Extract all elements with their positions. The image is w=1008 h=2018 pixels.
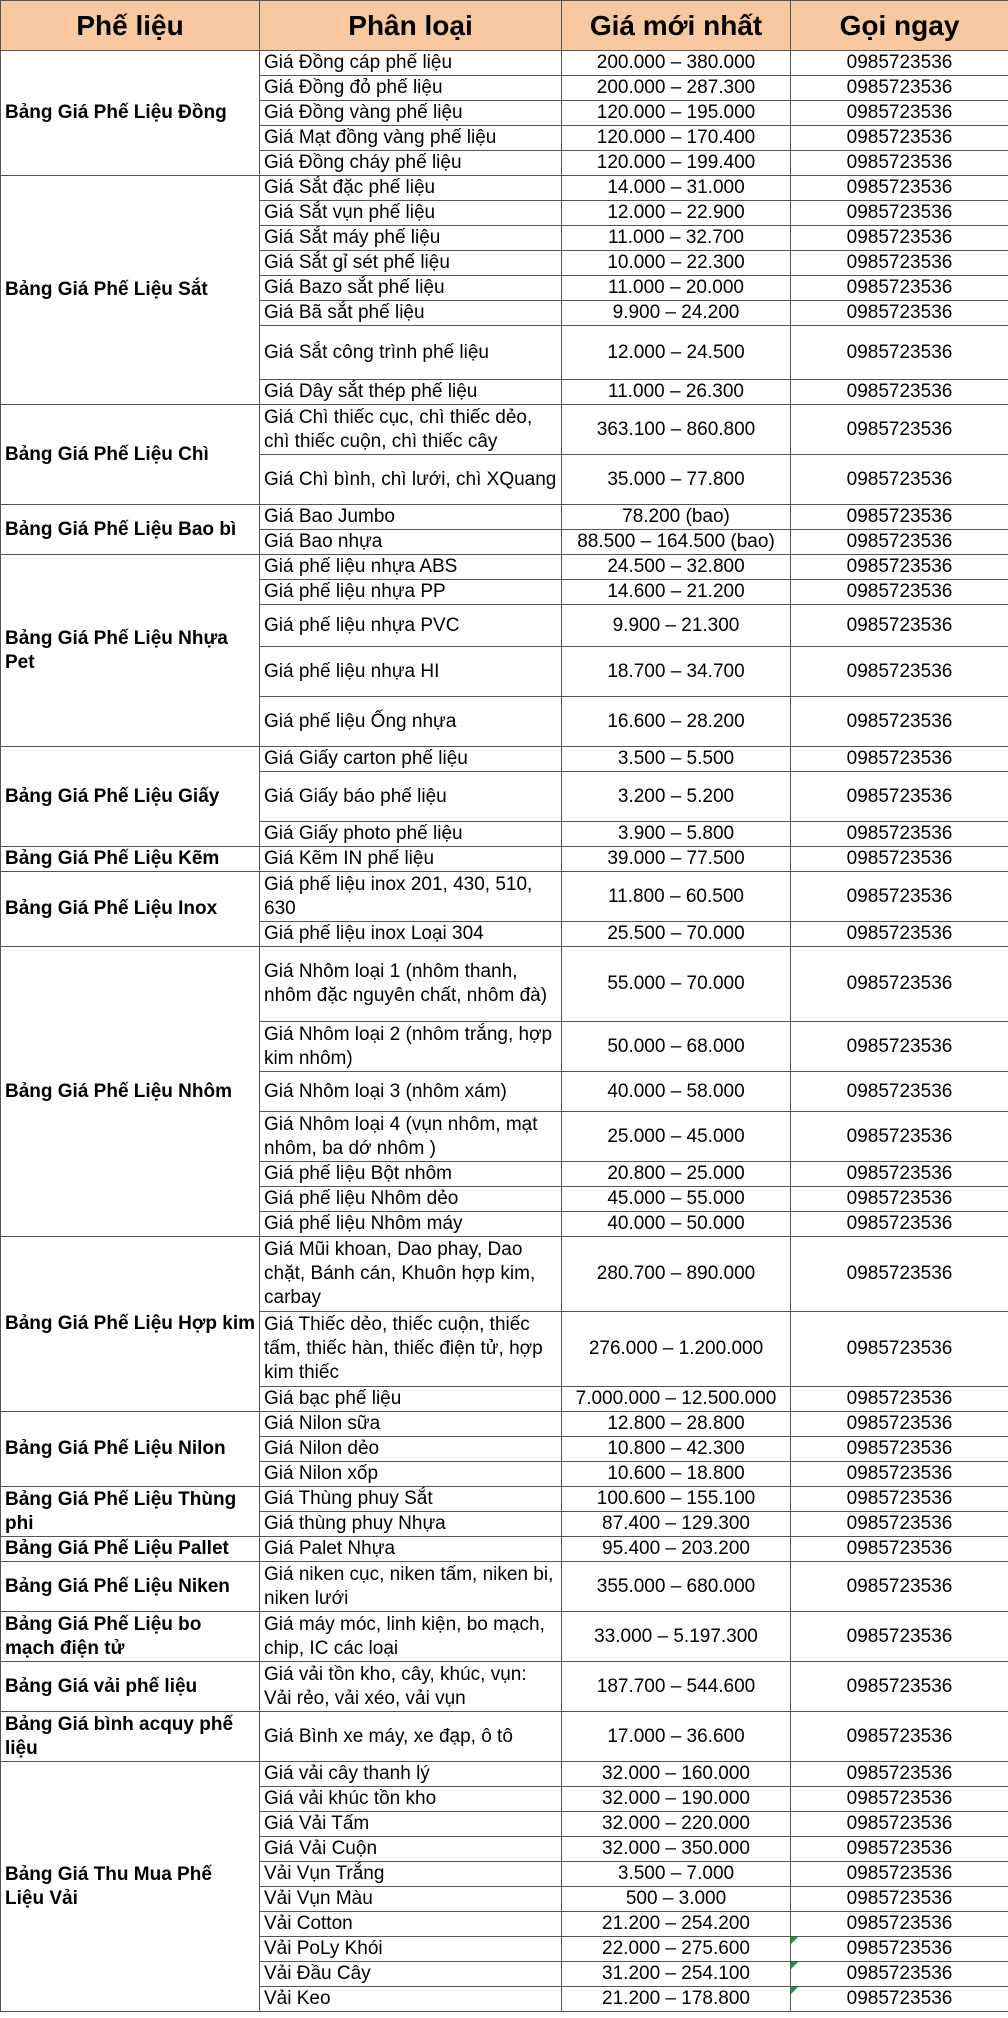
phone-cell[interactable]: 0985723536 [791,1562,1008,1612]
item-cell: Giá Bình xe máy, xe đạp, ô tô [260,1712,562,1762]
item-cell: Giá phế liệu Bột nhôm [260,1162,562,1187]
price-cell: 22.000 – 275.600 [562,1937,791,1962]
phone-cell[interactable]: 0985723536 [791,1212,1008,1237]
phone-cell[interactable]: 0985723536 [791,847,1008,872]
item-cell: Giá phế liệu inox 201, 430, 510, 630 [260,872,562,922]
phone-cell[interactable]: 0985723536 [791,405,1008,455]
phone-cell[interactable]: 0985723536 [791,276,1008,301]
phone-cell[interactable]: 0985723536 [791,1762,1008,1787]
phone-cell[interactable]: 0985723536 [791,1462,1008,1487]
item-cell: Giá Mũi khoan, Dao phay, Dao chặt, Bánh cán, Khuôn hợp kim, carbay [260,1237,562,1312]
item-cell: Giá phế liệu nhựa ABS [260,555,562,580]
price-cell: 12.800 – 28.800 [562,1412,791,1437]
item-cell: Giá Kẽm IN phế liệu [260,847,562,872]
item-cell: Giá Nilon dẻo [260,1437,562,1462]
price-cell: 11.000 – 26.300 [562,380,791,405]
item-cell: Giá Chì thiếc cục, chì thiếc dẻo, chì thiếc cuộn, chì thiếc cây [260,405,562,455]
table-row [1,1662,1008,1712]
phone-cell[interactable]: 0985723536 [791,201,1008,226]
item-cell: Giá vải tồn kho, cây, khúc, vụn: Vải rẻo, vải xéo, vải vụn [260,1662,562,1712]
category-cell: Bảng Giá Thu Mua Phế Liệu Vải [1,1762,260,2012]
item-cell: Giá Mạt đồng vàng phế liệu [260,126,562,151]
table-row [1,1762,1008,1787]
phone-cell[interactable]: 0985723536 [791,922,1008,947]
phone-cell[interactable]: 0985723536 [791,1072,1008,1112]
phone-cell[interactable]: 0985723536 [791,1962,1008,1987]
category-cell: Bảng Giá Phế Liệu Giấy [1,747,260,847]
item-cell: Giá phế liệu Nhôm máy [260,1212,562,1237]
header-phan-loai: Phân loại [260,1,562,51]
price-cell: 355.000 – 680.000 [562,1562,791,1612]
price-cell: 21.200 – 254.200 [562,1912,791,1937]
price-cell: 11.000 – 20.000 [562,276,791,301]
category-cell: Bảng Giá Phế Liệu Chì [1,405,260,505]
item-cell: Giá vải khúc tồn kho [260,1787,562,1812]
item-cell: Giá Palet Nhựa [260,1537,562,1562]
item-cell: Giá bạc phế liệu [260,1387,562,1412]
phone-cell[interactable]: 0985723536 [791,1937,1008,1962]
header-gia-moi-nhat: Giá mới nhất [562,1,791,51]
item-cell: Giá phế liệu nhựa HI [260,647,562,697]
phone-cell[interactable]: 0985723536 [791,1537,1008,1562]
phone-cell[interactable]: 0985723536 [791,1987,1008,2012]
phone-cell[interactable]: 0985723536 [791,530,1008,555]
price-table-body [1,51,1008,2012]
phone-cell[interactable]: 0985723536 [791,697,1008,747]
table-row [1,555,1008,580]
phone-cell[interactable]: 0985723536 [791,1887,1008,1912]
phone-cell[interactable]: 0985723536 [791,380,1008,405]
item-cell: Vải Vụn Trắng [260,1862,562,1887]
price-cell: 100.600 – 155.100 [562,1487,791,1512]
price-cell: 25.000 – 45.000 [562,1112,791,1162]
item-cell: Vải Keo [260,1987,562,2012]
price-cell: 12.000 – 24.500 [562,326,791,380]
item-cell: Giá phế liệu inox Loại 304 [260,922,562,947]
price-cell: 20.800 – 25.000 [562,1162,791,1187]
phone-cell[interactable]: 0985723536 [791,872,1008,922]
price-cell: 276.000 – 1.200.000 [562,1312,791,1387]
table-row [1,176,1008,201]
header-row [1,1,1008,51]
phone-cell[interactable]: 0985723536 [791,1612,1008,1662]
phone-cell[interactable]: 0985723536 [791,822,1008,847]
phone-cell[interactable]: 0985723536 [791,1512,1008,1537]
item-cell: Giá Chì bình, chì lưới, chì XQuang [260,455,562,505]
table-row [1,505,1008,530]
price-cell: 45.000 – 55.000 [562,1187,791,1212]
phone-cell[interactable]: 0985723536 [791,947,1008,1022]
price-cell: 10.000 – 22.300 [562,251,791,276]
category-cell: Bảng Giá Phế Liệu Niken [1,1562,260,1612]
category-cell: Bảng Giá Phế Liệu Thùng phi [1,1487,260,1537]
item-cell: Giá Bao Jumbo [260,505,562,530]
price-cell: 500 – 3.000 [562,1887,791,1912]
item-cell: Giá Sắt đặc phế liệu [260,176,562,201]
price-cell: 7.000.000 – 12.500.000 [562,1387,791,1412]
item-cell: Giá vải cây thanh lý [260,1762,562,1787]
phone-cell[interactable]: 0985723536 [791,101,1008,126]
phone-cell[interactable]: 0985723536 [791,1912,1008,1937]
phone-cell[interactable]: 0985723536 [791,605,1008,647]
table-row [1,51,1008,76]
table-row [1,1237,1008,1312]
price-cell: 55.000 – 70.000 [562,947,791,1022]
price-cell: 3.500 – 5.500 [562,747,791,772]
item-cell: Giá phế liệu nhựa PVC [260,605,562,647]
phone-cell[interactable]: 0985723536 [791,301,1008,326]
price-cell: 10.600 – 18.800 [562,1462,791,1487]
price-cell: 32.000 – 350.000 [562,1837,791,1862]
phone-cell[interactable]: 0985723536 [791,1662,1008,1712]
price-cell: 88.500 – 164.500 (bao) [562,530,791,555]
item-cell: Giá Giấy photo phế liệu [260,822,562,847]
table-row [1,872,1008,922]
phone-cell[interactable]: 0985723536 [791,1112,1008,1162]
table-row [1,1487,1008,1512]
item-cell: Giá Nilon sữa [260,1412,562,1437]
header-phe-lieu: Phế liệu [1,1,260,51]
phone-cell[interactable]: 0985723536 [791,1387,1008,1412]
price-cell: 120.000 – 195.000 [562,101,791,126]
price-cell: 95.400 – 203.200 [562,1537,791,1562]
price-cell: 87.400 – 129.300 [562,1512,791,1537]
item-cell: Giá Bao nhựa [260,530,562,555]
table-row [1,947,1008,1022]
item-cell: Giá Sắt gỉ sét phế liệu [260,251,562,276]
price-cell: 14.000 – 31.000 [562,176,791,201]
table-row [1,405,1008,455]
phone-cell[interactable]: 0985723536 [791,126,1008,151]
item-cell: Giá phế liệu Ống nhựa [260,697,562,747]
phone-cell[interactable]: 0985723536 [791,151,1008,176]
phone-cell[interactable]: 0985723536 [791,76,1008,101]
phone-cell[interactable]: 0985723536 [791,1837,1008,1862]
price-cell: 10.800 – 42.300 [562,1437,791,1462]
price-cell: 280.700 – 890.000 [562,1237,791,1312]
price-cell: 120.000 – 170.400 [562,126,791,151]
item-cell: Giá Thiếc dẻo, thiếc cuộn, thiếc tấm, thiếc hàn, thiếc điện tử, hợp kim thiếc [260,1312,562,1387]
price-cell: 17.000 – 36.600 [562,1712,791,1762]
category-cell: Bảng Giá Phế Liệu Pallet [1,1537,260,1562]
phone-cell[interactable]: 0985723536 [791,772,1008,822]
item-cell: Vải PoLy Khói [260,1937,562,1962]
phone-cell[interactable]: 0985723536 [791,1312,1008,1387]
price-cell: 363.100 – 860.800 [562,405,791,455]
category-cell: Bảng Giá Phế Liệu Nilon [1,1412,260,1487]
item-cell: Giá Nhôm loại 2 (nhôm trắng, hợp kim nhôm) [260,1022,562,1072]
table-row [1,1612,1008,1662]
price-cell: 9.900 – 24.200 [562,301,791,326]
phone-cell[interactable]: 0985723536 [791,51,1008,76]
phone-cell[interactable]: 0985723536 [791,251,1008,276]
phone-cell[interactable]: 0985723536 [791,1187,1008,1212]
price-cell: 120.000 – 199.400 [562,151,791,176]
price-cell: 32.000 – 220.000 [562,1812,791,1837]
price-cell: 187.700 – 544.600 [562,1662,791,1712]
table-row [1,1562,1008,1612]
price-cell: 31.200 – 254.100 [562,1962,791,1987]
price-cell: 18.700 – 34.700 [562,647,791,697]
phone-cell[interactable]: 0985723536 [791,1162,1008,1187]
price-cell: 14.600 – 21.200 [562,580,791,605]
phone-cell[interactable]: 0985723536 [791,580,1008,605]
item-cell: Giá phế liệu nhựa PP [260,580,562,605]
category-cell: Bảng Giá bình acquy phế liệu [1,1712,260,1762]
phone-cell[interactable]: 0985723536 [791,1022,1008,1072]
price-cell: 12.000 – 22.900 [562,201,791,226]
price-cell: 39.000 – 77.500 [562,847,791,872]
item-cell: Giá thùng phuy Nhựa [260,1512,562,1537]
phone-cell[interactable]: 0985723536 [791,326,1008,380]
price-cell: 11.800 – 60.500 [562,872,791,922]
item-cell: Giá Nhôm loại 1 (nhôm thanh, nhôm đặc nguyên chất, nhôm đà) [260,947,562,1022]
item-cell: Giá Nhôm loại 3 (nhôm xám) [260,1072,562,1112]
phone-cell[interactable]: 0985723536 [791,505,1008,530]
price-cell: 32.000 – 160.000 [562,1762,791,1787]
item-cell: Giá Đồng cáp phế liệu [260,51,562,76]
category-cell: Bảng Giá Phế Liệu Đồng [1,51,260,176]
table-row [1,1412,1008,1437]
item-cell: Giá Đồng cháy phế liệu [260,151,562,176]
category-cell: Bảng Giá Phế Liệu Hợp kim [1,1237,260,1412]
category-cell: Bảng Giá vải phế liệu [1,1662,260,1712]
phone-cell[interactable]: 0985723536 [791,226,1008,251]
item-cell: Giá Vải Cuộn [260,1837,562,1862]
item-cell: Giá Sắt vụn phế liệu [260,201,562,226]
item-cell: Giá phế liệu Nhôm dẻo [260,1187,562,1212]
phone-cell[interactable]: 0985723536 [791,1437,1008,1462]
category-cell: Bảng Giá Phế Liệu bo mạch điện tử [1,1612,260,1662]
table-row [1,847,1008,872]
phone-cell[interactable]: 0985723536 [791,1712,1008,1762]
phone-cell[interactable]: 0985723536 [791,1812,1008,1837]
item-cell: Vải Cotton [260,1912,562,1937]
phone-cell[interactable]: 0985723536 [791,1787,1008,1812]
category-cell: Bảng Giá Phế Liệu Sắt [1,176,260,405]
price-cell: 3.200 – 5.200 [562,772,791,822]
item-cell: Giá Bã sắt phế liệu [260,301,562,326]
phone-cell[interactable]: 0985723536 [791,1412,1008,1437]
item-cell: Vải Vụn Màu [260,1887,562,1912]
category-cell: Bảng Giá Phế Liệu Nhựa Pet [1,555,260,747]
item-cell: Giá Nhôm loại 4 (vụn nhôm, mạt nhôm, ba dớ nhôm ) [260,1112,562,1162]
item-cell: Giá Giấy carton phế liệu [260,747,562,772]
phone-cell[interactable]: 0985723536 [791,176,1008,201]
category-cell: Bảng Giá Phế Liệu Inox [1,872,260,947]
item-cell: Giá niken cục, niken tấm, niken bi, niken lưới [260,1562,562,1612]
category-cell: Bảng Giá Phế Liệu Bao bì [1,505,260,555]
item-cell: Giá Nilon xốp [260,1462,562,1487]
price-cell: 200.000 – 380.000 [562,51,791,76]
price-cell: 32.000 – 190.000 [562,1787,791,1812]
price-cell: 3.500 – 7.000 [562,1862,791,1887]
phone-cell[interactable]: 0985723536 [791,455,1008,505]
price-cell: 9.900 – 21.300 [562,605,791,647]
item-cell: Giá Sắt máy phế liệu [260,226,562,251]
table-row [1,1712,1008,1762]
header-goi-ngay: Gọi ngay [791,1,1008,51]
table-row [1,747,1008,772]
item-cell: Vải Đầu Cây [260,1962,562,1987]
price-cell: 33.000 – 5.197.300 [562,1612,791,1662]
phone-cell[interactable]: 0985723536 [791,647,1008,697]
item-cell: Giá Dây sắt thép phế liệu [260,380,562,405]
item-cell: Giá Thùng phuy Sắt [260,1487,562,1512]
category-cell: Bảng Giá Phế Liệu Kẽm [1,847,260,872]
phone-cell[interactable]: 0985723536 [791,747,1008,772]
price-cell: 35.000 – 77.800 [562,455,791,505]
phone-cell[interactable]: 0985723536 [791,1487,1008,1512]
price-cell: 11.000 – 32.700 [562,226,791,251]
table-row [1,1537,1008,1562]
item-cell: Giá Vải Tấm [260,1812,562,1837]
price-cell: 16.600 – 28.200 [562,697,791,747]
item-cell: Giá Bazo sắt phế liệu [260,276,562,301]
price-cell: 40.000 – 58.000 [562,1072,791,1112]
phone-cell[interactable]: 0985723536 [791,555,1008,580]
price-cell: 3.900 – 5.800 [562,822,791,847]
item-cell: Giá Sắt công trình phế liệu [260,326,562,380]
price-cell: 50.000 – 68.000 [562,1022,791,1072]
item-cell: Giá Giấy báo phế liệu [260,772,562,822]
phone-cell[interactable]: 0985723536 [791,1237,1008,1312]
price-cell: 200.000 – 287.300 [562,76,791,101]
price-cell: 21.200 – 178.800 [562,1987,791,2012]
item-cell: Giá máy móc, linh kiện, bo mạch, chip, IC các loại [260,1612,562,1662]
price-cell: 78.200 (bao) [562,505,791,530]
price-cell: 25.500 – 70.000 [562,922,791,947]
item-cell: Giá Đồng đỏ phế liệu [260,76,562,101]
phone-cell[interactable]: 0985723536 [791,1862,1008,1887]
item-cell: Giá Đồng vàng phế liệu [260,101,562,126]
price-cell: 40.000 – 50.000 [562,1212,791,1237]
category-cell: Bảng Giá Phế Liệu Nhôm [1,947,260,1237]
price-cell: 24.500 – 32.800 [562,555,791,580]
